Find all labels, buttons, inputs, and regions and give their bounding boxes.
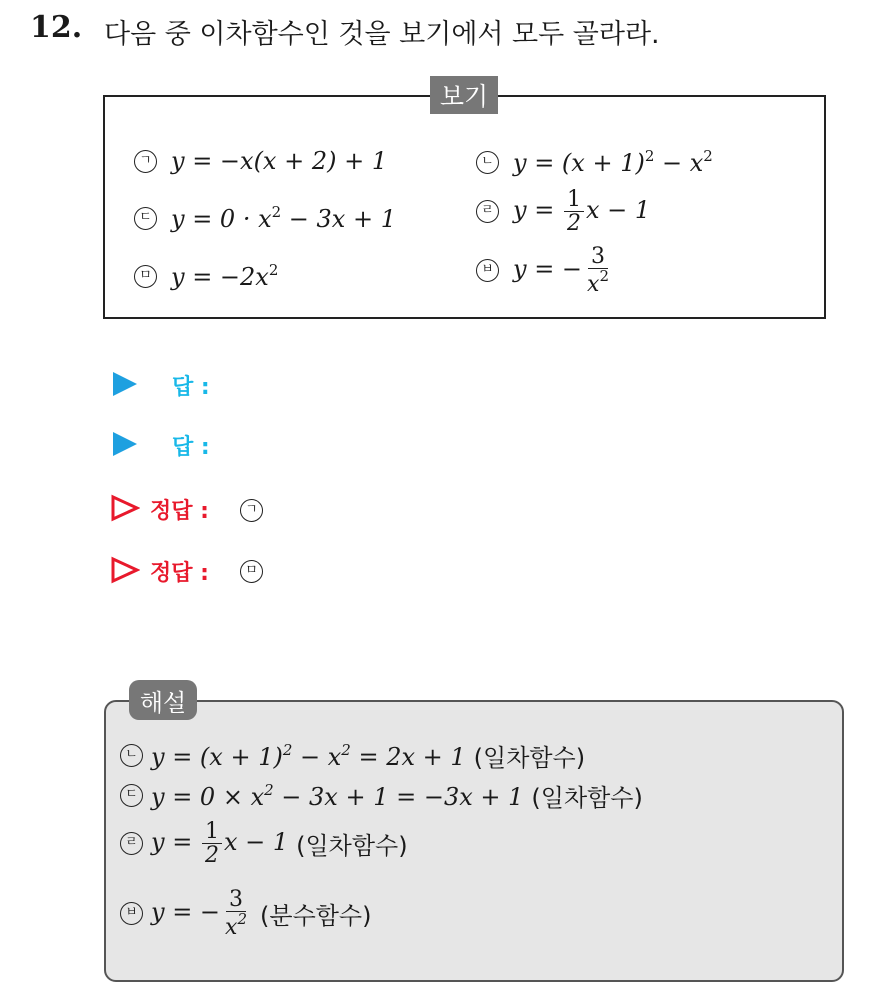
choice-4 [476, 188, 650, 235]
choice-equation: $y = -2x^2$ [171, 261, 279, 291]
solution-note: (일차함수) [473, 744, 586, 772]
solution-mark: ㄴ [120, 744, 143, 767]
solution-note: (일차함수) [531, 784, 643, 812]
choice-mark: ㄱ [134, 150, 157, 173]
solution-equation: y = − $\frac{3}{x^2}$ [151, 887, 248, 941]
solution-note: (일차함수) [296, 832, 408, 861]
choice-1 [134, 147, 387, 175]
solution-line-4 [120, 888, 371, 939]
bogi-label: 보기 [430, 76, 498, 114]
choice-2 [476, 147, 713, 177]
choice-mark: ㄴ [476, 151, 499, 174]
choice-equation: y = $\frac{1}{2}$ x − 1 [513, 187, 651, 237]
solution-equation: $y = 0 \times x^2 - 3x + 1 = -3x + 1$ [151, 780, 524, 811]
solution-line-3 [120, 820, 408, 867]
question-text: 다음 중 이차함수인 것을 보기에서 모두 골라라. [104, 19, 660, 50]
choice-5 [134, 261, 278, 291]
solution-line-1 [120, 738, 585, 773]
solution-note: (분수함수) [260, 902, 372, 931]
correct-label: 정답 : [150, 561, 209, 586]
choice-mark: ㄹ [476, 200, 499, 223]
correct-arrow-icon [110, 556, 140, 584]
choice-equation: $y = (x + 1)^2 - x^2$ [513, 147, 713, 177]
answer-arrow-icon [113, 432, 137, 456]
question-number: 12. [30, 10, 83, 45]
solution-equation: $y = (x + 1)^2 - x^2 = 2x + 1$ [151, 740, 466, 771]
choice-equation: y = −x(x + 2) + 1 [171, 147, 388, 175]
correct-label: 정답 : [150, 499, 209, 524]
choice-6 [476, 245, 614, 296]
answer-label: 답 : [172, 435, 210, 460]
solution-equation: y = $\frac{1}{2}$ x − 1 [151, 819, 289, 869]
answer-arrow-icon [113, 372, 137, 396]
correct-answer-mark: ㄱ [240, 499, 263, 522]
solution-mark: ㄷ [120, 784, 143, 807]
choice-3 [134, 203, 396, 233]
choice-equation: $y = 0 \cdot x^2 - 3x + 1$ [171, 203, 396, 233]
solution-label: 해설 [129, 680, 197, 720]
solution-mark: ㅂ [120, 902, 143, 925]
solution-line-2 [120, 778, 643, 813]
choice-mark: ㅁ [134, 265, 157, 288]
correct-arrow-icon [110, 494, 140, 522]
answer-label: 답 : [172, 375, 210, 400]
solution-mark: ㄹ [120, 832, 143, 855]
correct-answer-mark: ㅁ [240, 560, 263, 583]
choice-equation: y = − $\frac{3}{x^2}$ [513, 244, 610, 298]
choice-mark: ㅂ [476, 259, 499, 282]
choice-mark: ㄷ [134, 207, 157, 230]
